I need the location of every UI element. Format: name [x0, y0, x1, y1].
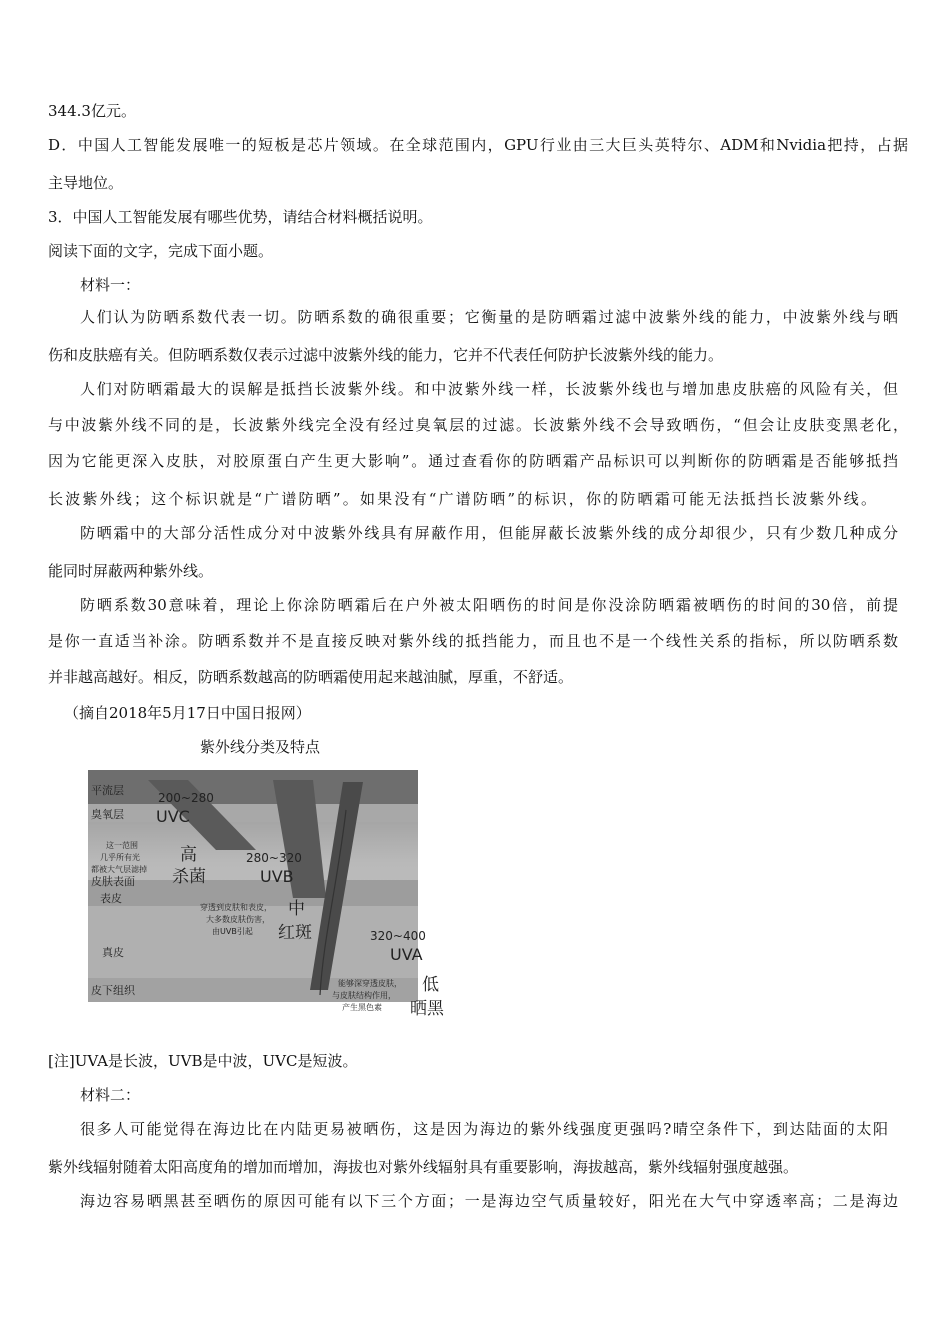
- material-one-heading: 材料一：: [80, 276, 141, 294]
- uvb-name: UVB: [260, 867, 294, 886]
- uvb-range: 280~320: [246, 851, 302, 865]
- figure-note: [注]UVA是长波，UVB是中波，UVC是短波。: [48, 1052, 358, 1070]
- paragraph-line: 长波紫外线；这个标识就是“广谱防晒”。如果没有“广谱防晒”的标识，你的防晒霜可能无法抵挡长波紫外线。: [48, 490, 876, 508]
- paragraph-line: 防晒系数30意味着，理论上你涂防晒霜后在户外被太阳晒伤的时间是你没涂防晒霜被晒伤的时间的30倍，前提: [80, 596, 898, 614]
- uvc-effect: 杀菌: [172, 867, 206, 887]
- paragraph-line: 很多人可能觉得在海边比在内陆更易被晒伤，这是因为海边的紫外线强度更强吗?晴空条件下，到达陆面的太阳: [80, 1120, 888, 1138]
- layer-label: 皮肤表面: [91, 875, 135, 888]
- paragraph-line: 因为它能更深入皮肤，对胶原蛋白产生更大影响”。通过查看你的防晒霜产品标识可以判断你的防晒霜是否能够抵挡: [48, 452, 898, 470]
- uvc-range: 200~280: [158, 791, 214, 805]
- option-d-line: D．中国人工智能发展唯一的短板是芯片领域。在全球范围内，GPU行业由三大巨头英特尔、ADM和Nvidia把持，占据: [48, 136, 908, 154]
- uva-effect: 晒黑: [410, 999, 444, 1018]
- paragraph-line: 海边容易晒黑甚至晒伤的原因可能有以下三个方面；一是海边空气质量较好，阳光在大气中穿透率高；二是海边: [80, 1192, 898, 1210]
- uv-classification-figure: [88, 770, 448, 1018]
- layer-label: 真皮: [102, 946, 124, 959]
- material-two-heading: 材料二：: [80, 1086, 141, 1104]
- question-3: 3．中国人工智能发展有哪些优势，请结合材料概括说明。: [48, 208, 433, 226]
- uva-note: 产生黑色素: [342, 1003, 382, 1012]
- ozone-band: [88, 804, 418, 822]
- layer-label: 臭氧层: [91, 808, 124, 821]
- uvc-level: 高: [180, 845, 197, 865]
- paragraph-line: 人们认为防晒系数代表一切。防晒系数的确很重要；它衡量的是防晒霜过滤中波紫外线的能力，中波紫外线与晒: [80, 308, 898, 326]
- uva-name: UVA: [390, 945, 423, 964]
- paragraph-line: 人们对防晒霜最大的误解是抵挡长波紫外线。和中波紫外线一样，长波紫外线也与增加患皮肤癌的风险有关，但: [80, 380, 898, 398]
- layer-label: 表皮: [100, 892, 122, 905]
- text-line: 主导地位。: [48, 174, 124, 192]
- uva-note: 与皮肤结构作用，: [332, 991, 396, 1000]
- paragraph-line: 是你一直适当补涂。防晒系数并不是直接反映对紫外线的抵挡能力，而且也不是一个线性关系的指标，所以防晒系数: [48, 632, 898, 650]
- source-citation: （摘自2018年5月17日中国日报网）: [64, 704, 311, 722]
- reading-instruction: 阅读下面的文字，完成下面小题。: [48, 242, 274, 260]
- paragraph-line: 防晒霜中的大部分活性成分对中波紫外线具有屏蔽作用，但能屏蔽长波紫外线的成分却很少，只有少数几种成分: [80, 524, 898, 542]
- layer-label: 平流层: [91, 784, 124, 797]
- uvb-note: 穿透到皮肤和表皮，: [200, 903, 272, 912]
- layer-label: 皮下组织: [91, 984, 135, 997]
- paragraph-line: 紫外线辐射随着太阳高度角的增加而增加，海拔也对紫外线辐射具有重要影响，海拔越高，紫外线辐射强度越强。: [48, 1158, 799, 1176]
- uvb-note: 大多数皮肤伤害，: [206, 915, 270, 924]
- stratosphere-band: [88, 770, 418, 804]
- uva-note: 能够深穿透皮肤，: [338, 979, 402, 988]
- uvc-note: 几乎所有光: [100, 853, 140, 862]
- uvb-effect: 红斑: [278, 923, 312, 943]
- paragraph-line: 与中波紫外线不同的是，长波紫外线完全没有经过臭氧层的过滤。长波紫外线不会导致晒伤，“但会让皮肤变黑老化，: [48, 416, 908, 434]
- paragraph-line: 能同时屏蔽两种紫外线。: [48, 562, 214, 580]
- uva-level: 低: [422, 975, 439, 995]
- paragraph-line: 并非越高越好。相反，防晒系数越高的防晒霜使用起来越油腻，厚重，不舒适。: [48, 668, 574, 686]
- uvc-note: 这一范围: [106, 841, 138, 850]
- uva-range: 320~400: [370, 929, 426, 943]
- uvc-note: 都被大气层滤掉: [91, 865, 147, 874]
- text-line: 344.3亿元。: [48, 102, 136, 120]
- uvb-level: 中: [288, 899, 305, 919]
- paragraph-line: 伤和皮肤癌有关。但防晒系数仅表示过滤中波紫外线的能力，它并不代表任何防护长波紫外线的能力。: [48, 346, 724, 364]
- uvc-name: UVC: [156, 807, 190, 826]
- uvb-note: 由UVB引起: [212, 927, 253, 936]
- figure-caption: 紫外线分类及特点: [200, 738, 321, 756]
